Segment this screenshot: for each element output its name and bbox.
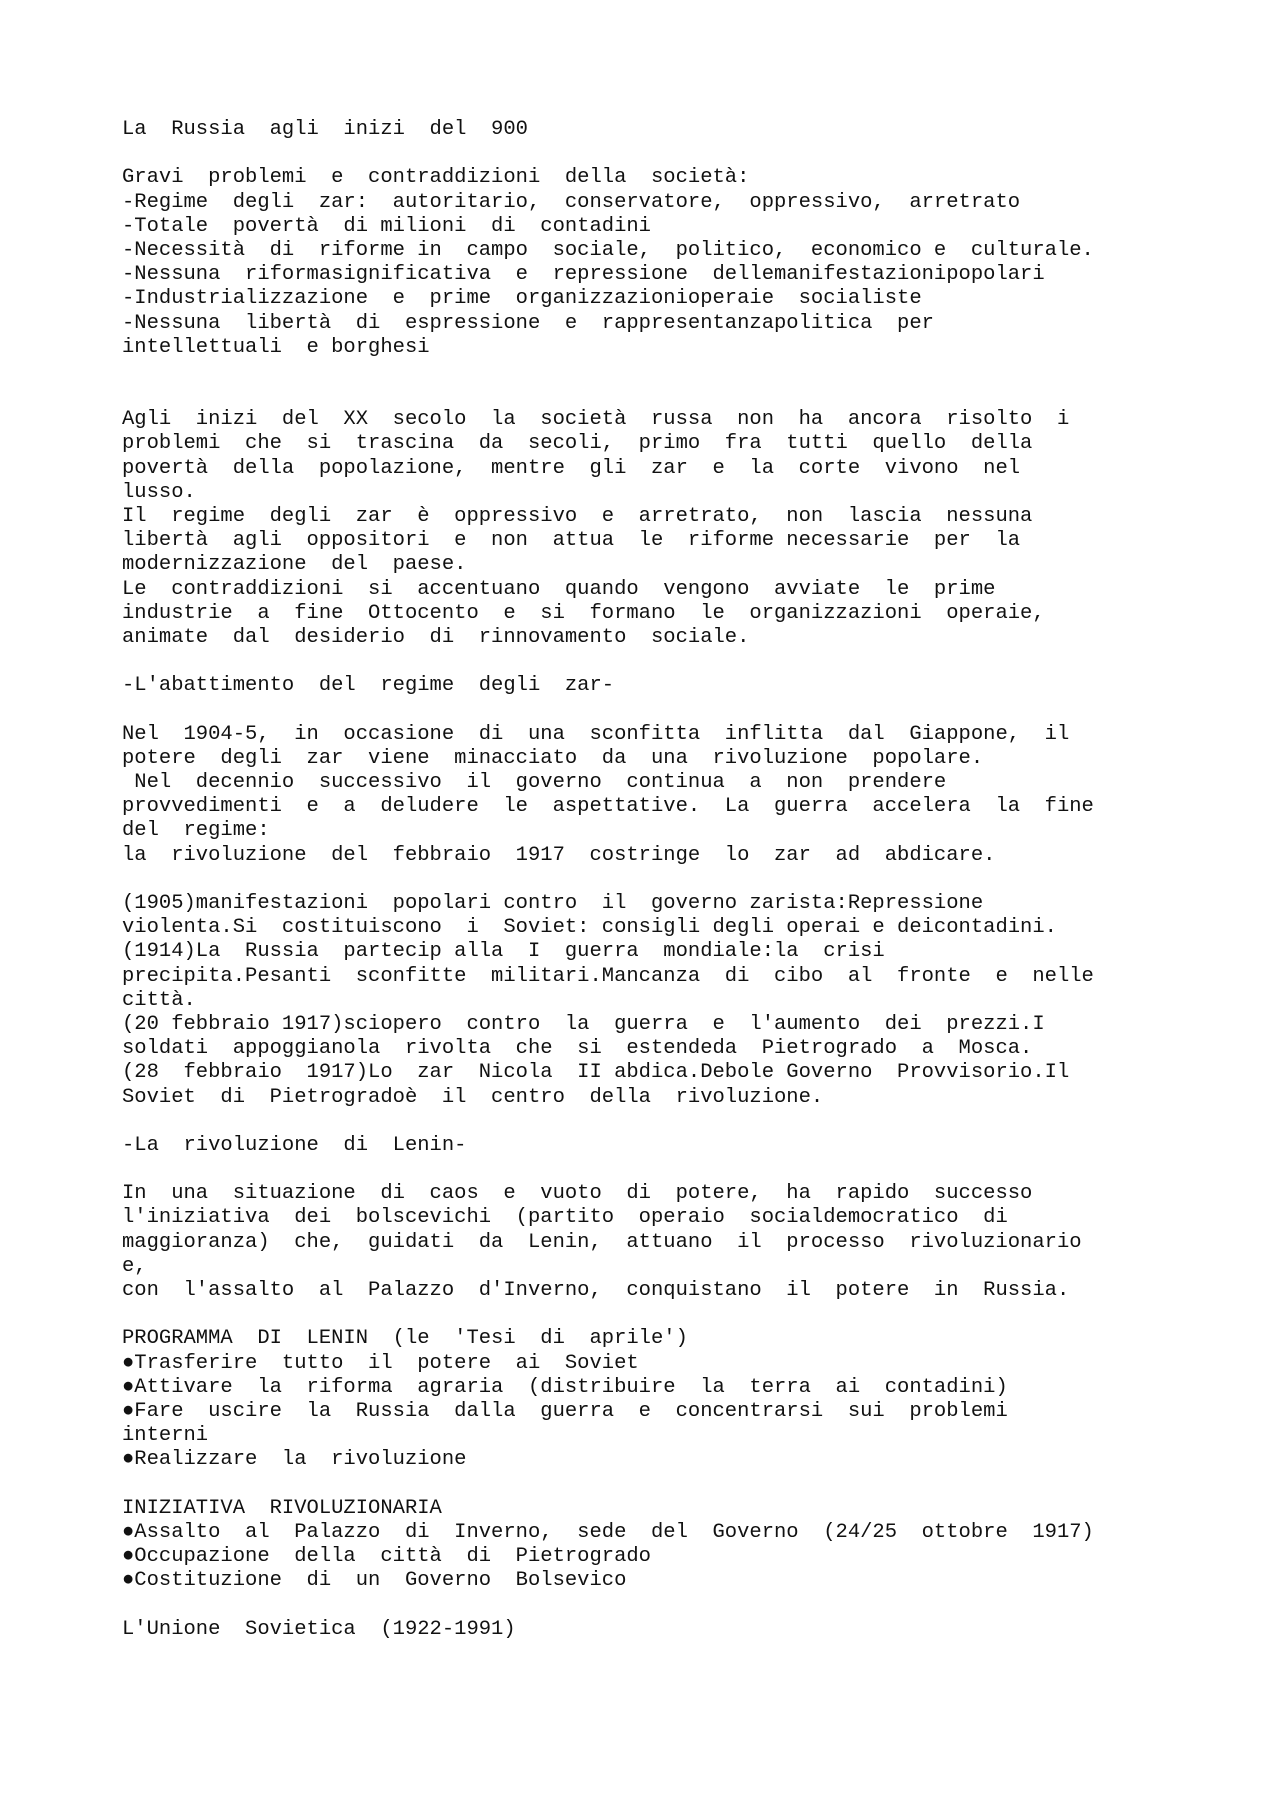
intro-line: -Regime degli zar: autoritario, conservatore, oppressivo, arretrato xyxy=(122,190,1021,214)
paragraph-line: industrie a fine Ottocento e si formano le organizzazioni operaie, xyxy=(122,601,1045,625)
bullet-item: ●Attivare la riforma agraria (distribuire la terra ai contadini) xyxy=(122,1375,1008,1399)
paragraph-lenin xyxy=(122,1182,1162,1303)
paragraph-line: problemi che si trascina da secoli, primo fra tutti quello della xyxy=(122,432,1033,456)
timeline-line: soldati appoggianola rivolta che si estendeda Pietrogrado a Mosca. xyxy=(122,1037,1033,1061)
document-title: La Russia agli inizi del 900 xyxy=(122,118,528,141)
initiative-list xyxy=(122,1497,1162,1594)
paragraph-line: Le contraddizioni si accentuano quando vengono avviate le prime xyxy=(122,577,996,601)
bullet-item-continuation: interni xyxy=(122,1424,209,1448)
paragraph-line: povertà della popolazione, mentre gli zar e la corte vivono nel xyxy=(122,456,1021,480)
intro-line: -Nessuna libertà di espressione e rappresentanzapolitica per xyxy=(122,311,934,335)
bullet-item: ●Realizzare la rivoluzione xyxy=(122,1448,467,1472)
closing-heading: L'Unione Sovietica (1922-1991) xyxy=(122,1617,516,1641)
section-heading-lenin: -La rivoluzione di Lenin- xyxy=(122,1133,467,1157)
intro-heading: Gravi problemi e contraddizioni della società: xyxy=(122,166,750,190)
timeline-block xyxy=(122,892,1162,1110)
paragraph-line: Agli inizi del XX secolo la società russa non ha ancora risolto i xyxy=(122,408,1070,432)
bullet-item: ●Fare uscire la Russia dalla guerra e concentrarsi sui problemi xyxy=(122,1399,1008,1423)
section-heading-abattimento: -L'abattimento del regime degli zar- xyxy=(122,674,615,698)
paragraph-line: lusso. xyxy=(122,480,196,504)
timeline-line: violenta.Si costituiscono i Soviet: consigli degli operai e deicontadini. xyxy=(122,916,1057,940)
paragraph-line: maggioranza) che, guidati da Lenin, attuano il processo rivoluzionario xyxy=(122,1230,1082,1254)
program-heading: PROGRAMMA DI LENIN (le 'Tesi di aprile') xyxy=(122,1327,688,1351)
paragraph-line: con l'assalto al Palazzo d'Inverno, conquistano il potere in Russia. xyxy=(122,1279,1070,1303)
timeline-line: Soviet di Pietrogradoè il centro della rivoluzione. xyxy=(122,1085,824,1109)
intro-line: -Nessuna riformasignificativa e repressione dellemanifestazionipopolari xyxy=(122,263,1045,287)
paragraph-line: Il regime degli zar è oppressivo e arretrato, non lascia nessuna xyxy=(122,505,1033,529)
paragraph-line: del regime: xyxy=(122,819,270,843)
paragraph-line: libertà agli oppositori e non attua le riforme necessarie per la xyxy=(122,529,1021,553)
initiative-heading: INIZIATIVA RIVOLUZIONARIA xyxy=(122,1496,442,1520)
bullet-item: ●Assalto al Palazzo di Inverno, sede del Governo (24/25 ottobre 1917) xyxy=(122,1520,1094,1544)
bullet-item: ●Occupazione della città di Pietrogrado xyxy=(122,1545,651,1569)
timeline-line: città. xyxy=(122,988,196,1012)
timeline-line: (28 febbraio 1917)Lo zar Nicola II abdica.Debole Governo Provvisorio.Il xyxy=(122,1061,1070,1085)
bullet-item: ●Trasferire tutto il potere ai Soviet xyxy=(122,1351,639,1375)
timeline-line: (1914)La Russia partecip alla I guerra mondiale:la crisi xyxy=(122,940,885,964)
document-page xyxy=(122,118,1162,1642)
paragraph-line: potere degli zar viene minacciato da una rivoluzione popolare. xyxy=(122,746,984,770)
intro-section xyxy=(122,166,1162,360)
paragraph-society xyxy=(122,408,1162,650)
paragraph-abattimento xyxy=(122,723,1162,868)
paragraph-line: Nel decennio successivo il governo continua a non prendere xyxy=(122,771,947,795)
paragraph-line: la rivoluzione del febbraio 1917 costringe lo zar ad abdicare. xyxy=(122,843,996,867)
intro-line: intellettuali e borghesi xyxy=(122,335,430,359)
paragraph-line: provvedimenti e a deludere le aspettative. La guerra accelera la fine xyxy=(122,795,1094,819)
intro-line: -Totale povertà di milioni di contadini xyxy=(122,214,651,238)
intro-line: -Industrializzazione e prime organizzazionioperaie socialiste xyxy=(122,287,922,311)
paragraph-line: animate dal desiderio di rinnovamento sociale. xyxy=(122,625,750,649)
paragraph-line: modernizzazione del paese. xyxy=(122,553,467,577)
paragraph-line: Nel 1904-5, in occasione di una sconfitta inflitta dal Giappone, il xyxy=(122,722,1070,746)
paragraph-line: l'iniziativa dei bolscevichi (partito operaio socialdemocratico di xyxy=(122,1206,1008,1230)
timeline-line: (1905)manifestazioni popolari contro il governo zarista:Repressione xyxy=(122,892,984,916)
intro-line: -Necessità di riforme in campo sociale, politico, economico e culturale. xyxy=(122,238,1094,262)
timeline-line: (20 febbraio 1917)sciopero contro la guerra e l'aumento dei prezzi.I xyxy=(122,1012,1045,1036)
paragraph-line: In una situazione di caos e vuoto di potere, ha rapido successo xyxy=(122,1182,1033,1206)
paragraph-line: e, xyxy=(122,1254,147,1278)
bullet-item: ●Costituzione di un Governo Bolsevico xyxy=(122,1569,627,1593)
program-list xyxy=(122,1327,1162,1472)
timeline-line: precipita.Pesanti sconfitte militari.Mancanza di cibo al fronte e nelle xyxy=(122,964,1094,988)
